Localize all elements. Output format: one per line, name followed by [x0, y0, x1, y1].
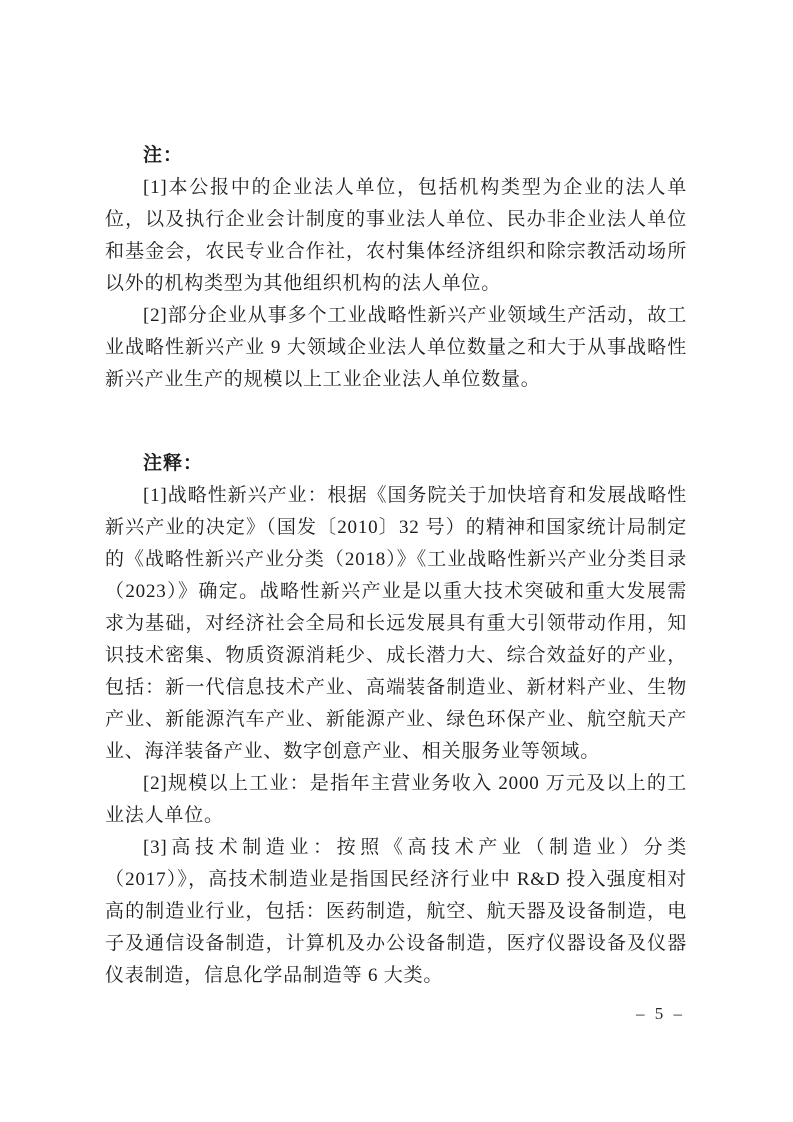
annotations-heading: 注释：	[143, 453, 204, 474]
note-paragraph-2: [2]部分企业从事多个工业战略性新兴产业领域生产活动，故工业战略性新兴产业 9 大领域企业法人单位数量之和大于从事战略性新兴产业生产的规模以上工业企业法人单位数量。	[105, 305, 687, 390]
document-content	[105, 140, 687, 992]
annotation-paragraph-2: [2]规模以上工业：是指年主营业务收入 2000 万元及以上的工业法人单位。	[105, 773, 687, 826]
notes-heading: 注：	[143, 145, 184, 166]
annotations-section	[105, 448, 687, 992]
page-number: – 5 –	[636, 1004, 685, 1023]
note-paragraph-1: [1]本公报中的企业法人单位，包括机构类型为企业的法人单位，以及执行企业会计制度的事业法人单位、民办非企业法人单位和基金会，农民专业合作社，农村集体经济组织和除宗教活动场所以外的机构类型为其他组织机构的法人单位。	[105, 177, 687, 294]
annotation-paragraph-1: [1]战略性新兴产业：根据《国务院关于加快培育和发展战略性新兴产业的决定》（国发〔2010〕32 号）的精神和国家统计局制定的《战略性新兴产业分类（2018）》《工业战略性新兴产业分类目录（2023）》确定。战略性新兴产业是以重大技术突破和重大发展需求为基础，对经济社会全局和长远发展具有重大引领带动作用，知识技术密集、物质资源消耗少、成长潜力大、综合效益好的产业，包括：新一代信息技术产业、高端装备制造业、新材料产业、生物产业、新能源汽车产业、新能源产业、绿色环保产业、航空航天产业、海洋装备产业、数字创意产业、相关服务业等领域。	[105, 485, 687, 762]
notes-section	[105, 140, 687, 396]
annotation-paragraph-3: [3]高技术制造业：按照《高技术产业（制造业）分类（2017）》，高技术制造业是指国民经济行业中 R&D 投入强度相对高的制造业行业，包括：医药制造，航空、航天器及设备制造，电子及通信设备制造，计算机及办公设备制造，医疗仪器设备及仪器仪表制造，信息化学品制造等 6 大类。	[105, 837, 687, 986]
